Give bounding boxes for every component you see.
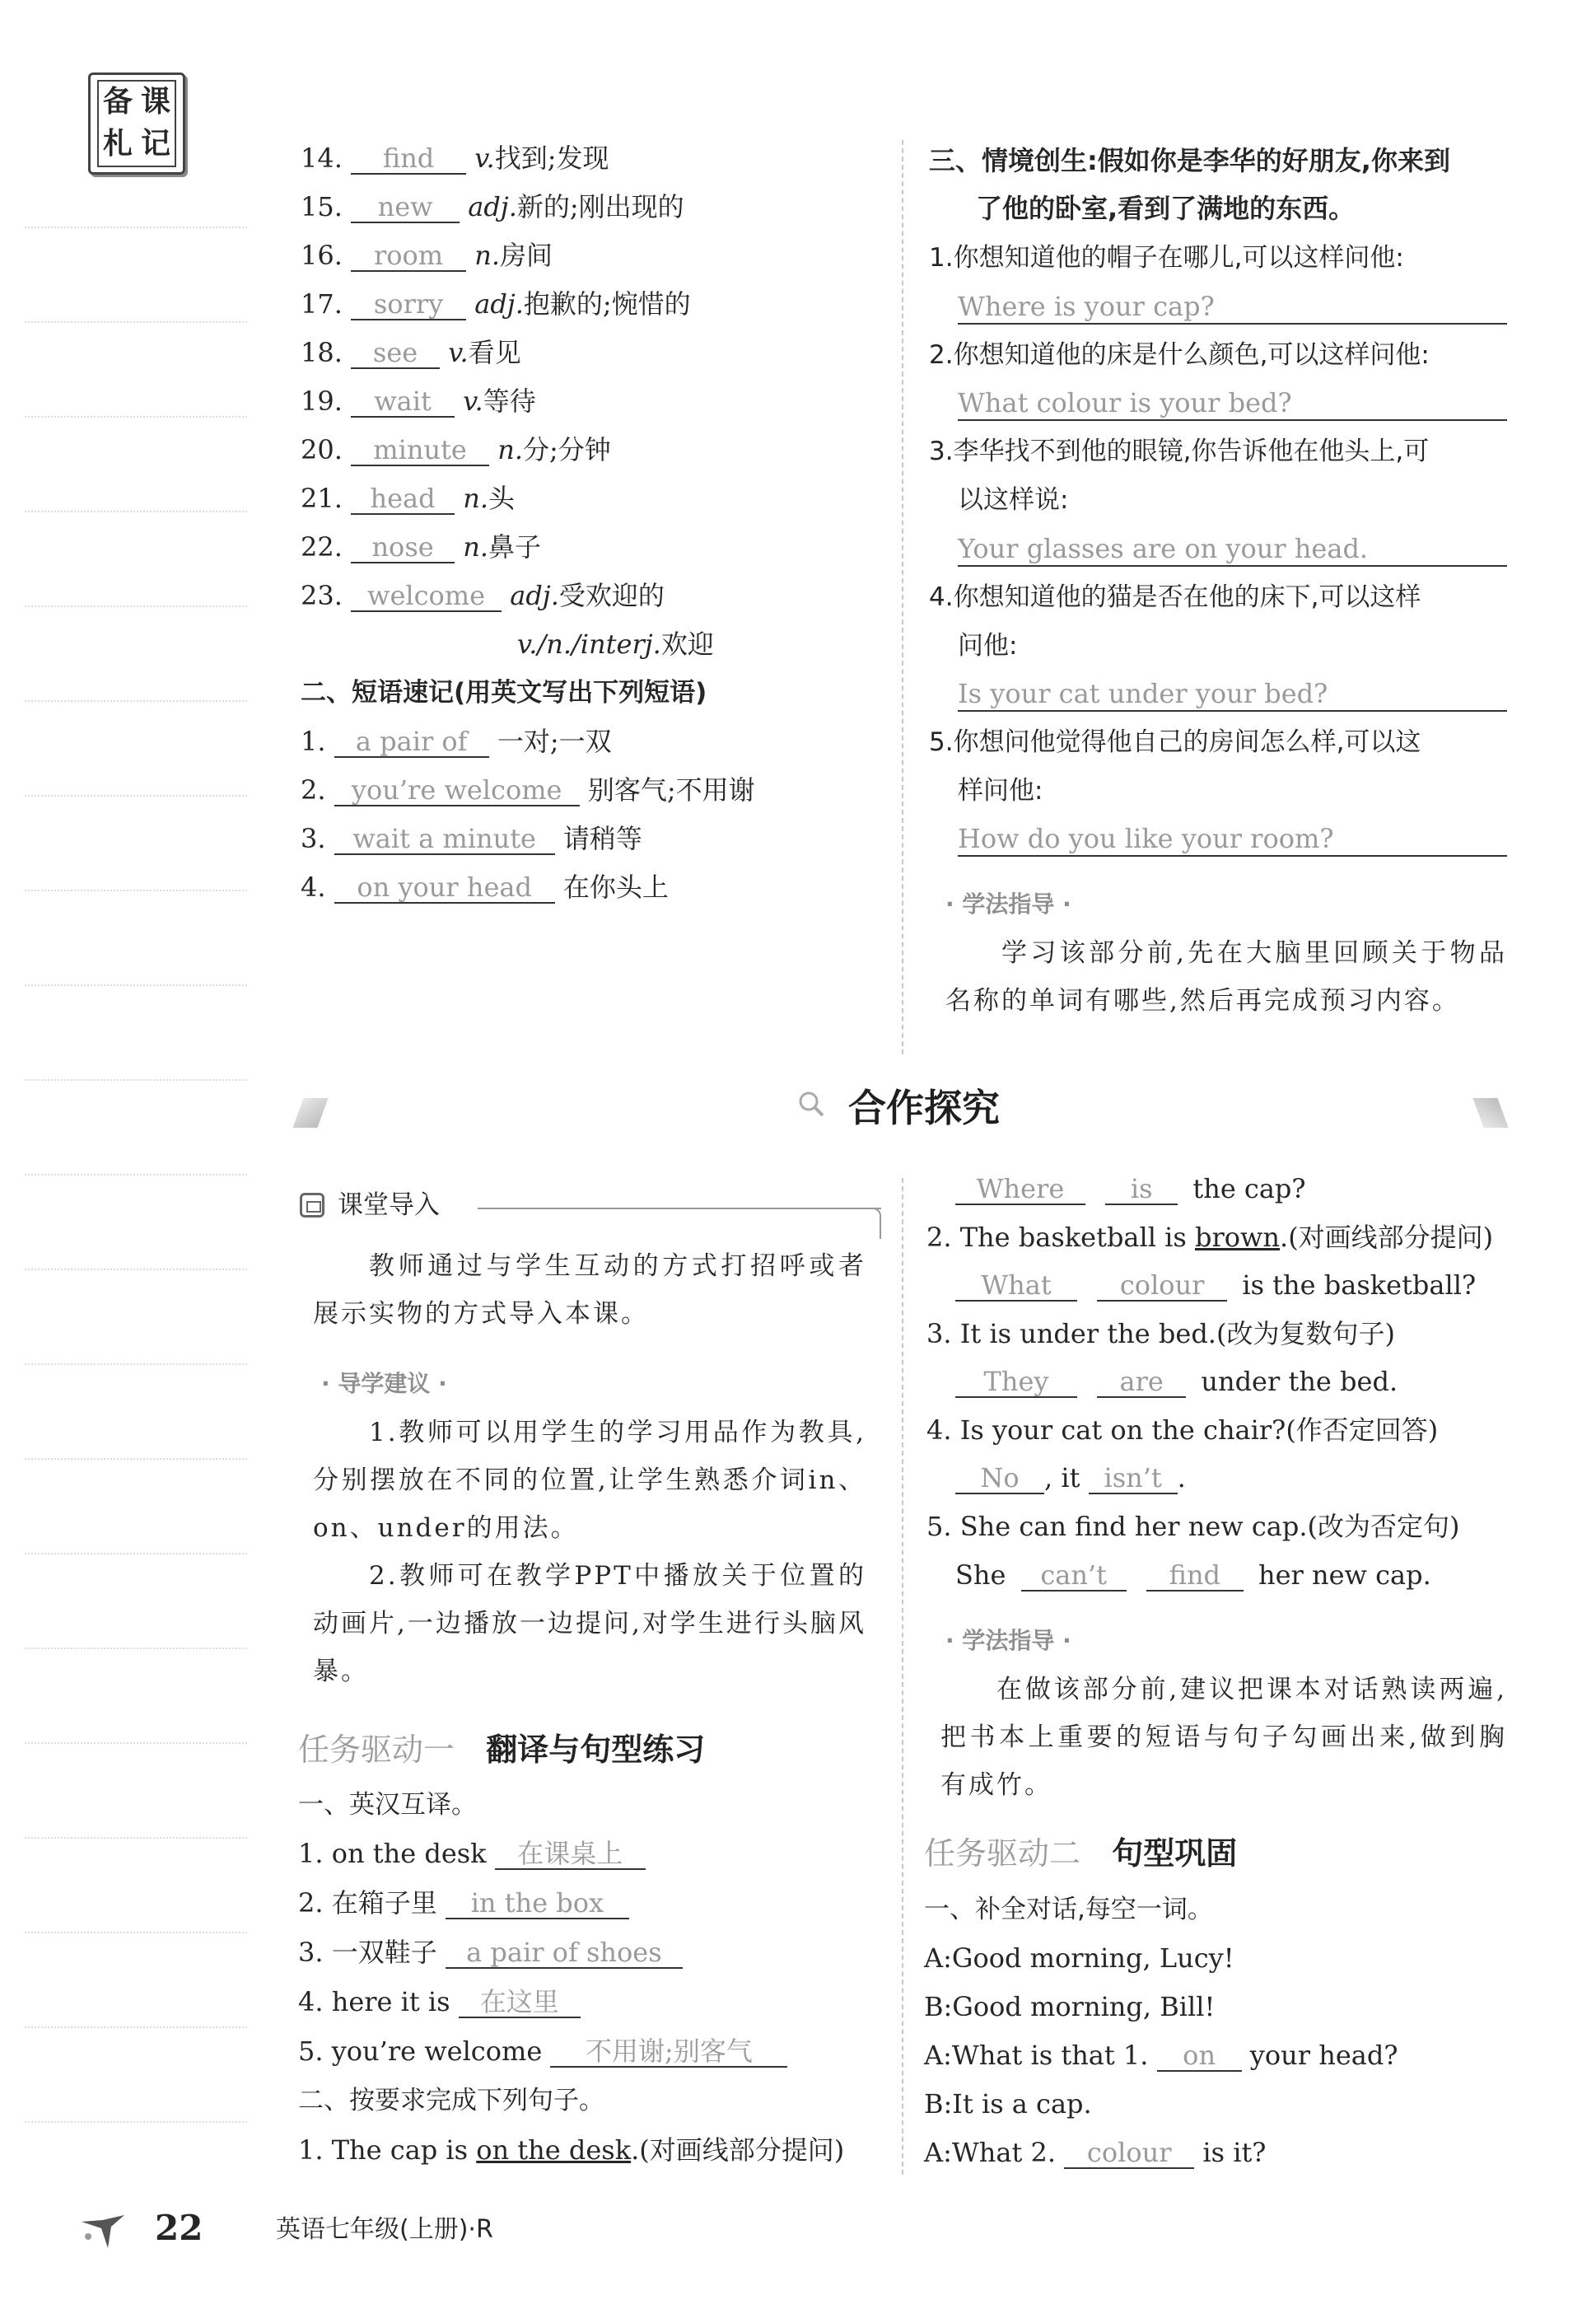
vocab-item: 15. new adj.新的;刚出现的 bbox=[301, 191, 684, 222]
answer-blank[interactable]: 在这里 bbox=[459, 1987, 581, 2018]
translation-item: 3. 一双鞋子 a pair of shoes bbox=[298, 1936, 683, 1969]
situation-question-cont: 以这样说: bbox=[958, 485, 1069, 515]
situation-heading-cont: 了他的卧室,看到了满地的东西。 bbox=[976, 193, 1356, 224]
phrases-heading: 二、短语速记(用英文写出下列短语) bbox=[301, 678, 707, 708]
answer-blank[interactable]: No bbox=[955, 1463, 1044, 1494]
section-title: 合作探究 bbox=[848, 1086, 1000, 1130]
phrase-item: 3. wait a minute 请稍等 bbox=[301, 823, 642, 854]
answer-blank[interactable]: a pair of shoes bbox=[446, 1937, 683, 1969]
answer-blank[interactable]: wait a minute bbox=[334, 824, 555, 855]
sentence-q2: 2. The basketball is brown.(对画线部分提问) bbox=[926, 1222, 1494, 1253]
intro-text: 教师通过与学生互动的方式打招呼或者展示实物的方式导入本课。 bbox=[313, 1251, 866, 1329]
vocab-item: 18. see v.看见 bbox=[301, 337, 521, 368]
situation-question: 3.李华找不到他的眼镜,你告诉他在他头上,可 bbox=[929, 437, 1430, 466]
intro-icon bbox=[300, 1193, 324, 1218]
answer-blank[interactable]: find bbox=[351, 143, 466, 175]
answer-blank[interactable]: 不用谢;别客气 bbox=[550, 2036, 787, 2068]
answer-blank[interactable]: They bbox=[955, 1367, 1077, 1398]
vocab-item: 21. head n.头 bbox=[301, 483, 516, 514]
sentence-answer-5: She can’t find her new cap. bbox=[955, 1559, 1431, 1591]
section-decor-right bbox=[1472, 1098, 1508, 1128]
phrase-item: 4. on your head 在你头上 bbox=[301, 872, 669, 903]
translation-item: 4. here it is 在这里 bbox=[298, 1985, 581, 2018]
answer-blank[interactable]: 在课桌上 bbox=[495, 1839, 646, 1870]
answer-blank[interactable]: wait bbox=[351, 386, 455, 418]
section-decor-left bbox=[292, 1098, 328, 1128]
situation-answer[interactable]: What colour is your bed? bbox=[958, 386, 1507, 421]
sentence-q4: 4. Is your cat on the chair?(作否定回答) bbox=[926, 1414, 1439, 1446]
vocab-item: 20. minute n.分;分钟 bbox=[301, 434, 611, 465]
answer-blank[interactable]: new bbox=[351, 192, 460, 223]
page-number: 22 bbox=[155, 2208, 203, 2248]
task1-title: 翻译与句型练习 bbox=[486, 1732, 706, 1768]
study-tip-text: 学习该部分前,先在大脑里回顾关于物品名称的单词有哪些,然后再完成预习内容。 bbox=[945, 938, 1507, 1016]
badge-char: 记 bbox=[140, 127, 170, 161]
guide-paragraph-1: 1.教师可以用学生的学习用品作为教具,分别摆放在不同的位置,让学生熟悉介词in、on、under的用法。 bbox=[313, 1418, 866, 1543]
situation-heading: 三、情境创生:假如你是李华的好朋友,你来到 bbox=[929, 145, 1450, 176]
answer-blank[interactable]: see bbox=[351, 338, 440, 369]
vocab-item: 23. welcome adj.受欢迎的 bbox=[301, 580, 665, 611]
answer-blank[interactable]: on your head bbox=[334, 872, 555, 904]
answer-blank[interactable]: colour bbox=[1064, 2138, 1194, 2169]
situation-question-cont: 样问他: bbox=[958, 776, 1043, 806]
answer-blank[interactable]: can’t bbox=[1021, 1560, 1127, 1592]
phrase-item: 2. you’re welcome 别客气;不用谢 bbox=[301, 774, 755, 806]
column-divider-bottom bbox=[902, 1178, 903, 2175]
answer-blank[interactable]: a pair of bbox=[334, 727, 489, 758]
answer-blank[interactable]: you’re welcome bbox=[334, 775, 580, 806]
dialog-line: A:What is that 1. on your head? bbox=[924, 2040, 1398, 2071]
vocab-item-extra: v./n./interj.欢迎 bbox=[517, 629, 714, 660]
guide-paragraph-2: 2.教师可在教学PPT中播放关于位置的动画片,一边播放一边提问,对学生进行头脑风暴。 bbox=[313, 1561, 866, 1686]
dialog-line: A:Good morning, Lucy! bbox=[924, 1942, 1234, 1974]
answer-blank[interactable]: find bbox=[1146, 1560, 1244, 1592]
vocab-item: 16. room n.房间 bbox=[301, 240, 553, 271]
dialog-line: B:Good morning, Bill! bbox=[924, 1991, 1216, 2022]
answer-blank[interactable]: is bbox=[1105, 1174, 1178, 1205]
dialog-line: A:What 2. colour is it? bbox=[924, 2137, 1267, 2168]
situation-answer[interactable]: How do you like your room? bbox=[958, 822, 1507, 857]
situation-answer[interactable]: Your glasses are on your head. bbox=[958, 532, 1507, 567]
task1-sub2: 二、按要求完成下列句子。 bbox=[298, 2086, 604, 2115]
translation-item: 1. on the desk 在课桌上 bbox=[298, 1837, 646, 1870]
answer-blank[interactable]: head bbox=[351, 484, 455, 515]
vocab-item: 17. sorry adj.抱歉的;惋惜的 bbox=[301, 288, 691, 320]
sentence-q3: 3. It is under the bed.(改为复数句子) bbox=[926, 1318, 1395, 1349]
answer-blank[interactable]: nose bbox=[351, 532, 455, 563]
vocab-item: 19. wait v.等待 bbox=[301, 386, 536, 417]
vocab-item: 22. nose n.鼻子 bbox=[301, 531, 542, 563]
situation-question-cont: 问他: bbox=[958, 631, 1018, 661]
task1-sub1: 一、英汉互译。 bbox=[298, 1790, 477, 1820]
task2-heading bbox=[924, 1830, 1237, 1878]
study-tip-label: · 学法指导 · bbox=[945, 890, 1071, 918]
badge-char: 札 bbox=[102, 127, 133, 161]
book-title: 英语七年级(上册)·R bbox=[276, 2215, 493, 2244]
situation-question: 2.你想知道他的床是什么颜色,可以这样问他: bbox=[929, 340, 1430, 370]
guide-label: · 导学建议 · bbox=[321, 1370, 447, 1397]
answer-blank[interactable]: colour bbox=[1097, 1270, 1227, 1302]
study-tip2-text: 在做该部分前,建议把课本对话熟读两遍,把书本上重要的短语与句子勾画出来,做到胸有成竹。 bbox=[940, 1675, 1507, 1800]
notes-badge bbox=[88, 72, 185, 175]
sentence-answer-4: No , it isn’t . bbox=[955, 1461, 1186, 1494]
intro-label: 课堂导入 bbox=[338, 1190, 440, 1220]
task2-label: 任务驱动二 bbox=[924, 1835, 1081, 1872]
situation-question: 1.你想知道他的帽子在哪儿,可以这样问他: bbox=[929, 243, 1404, 273]
phrase-item: 1. a pair of 一对;一双 bbox=[301, 726, 612, 757]
situation-answer[interactable]: Is your cat under your bed? bbox=[958, 677, 1507, 712]
dialog-line: B:It is a cap. bbox=[924, 2088, 1092, 2120]
answer-blank[interactable]: welcome bbox=[351, 581, 502, 612]
badge-char: 备 bbox=[102, 85, 133, 119]
magnifier-icon bbox=[797, 1090, 825, 1118]
task2-sub: 一、补全对话,每空一词。 bbox=[924, 1895, 1213, 1924]
situation-question: 4.你想知道他的猫是否在他的床下,可以这样 bbox=[929, 582, 1421, 612]
answer-blank[interactable]: isn’t bbox=[1089, 1463, 1178, 1494]
sentence-q5: 5. She can find her new cap.(改为否定句) bbox=[926, 1511, 1460, 1542]
task2-title: 句型巩固 bbox=[1112, 1835, 1238, 1872]
sentence-answer-3: They are under the bed. bbox=[955, 1365, 1398, 1398]
answer-blank[interactable]: Where bbox=[955, 1174, 1085, 1205]
sentence-answer-2: What colour is the basketball? bbox=[955, 1269, 1476, 1302]
sentence-q1: 1. The cap is on the desk.(对画线部分提问) bbox=[298, 2134, 845, 2166]
translation-item: 5. you’re welcome 不用谢;别客气 bbox=[298, 2035, 787, 2068]
study-tip2-label: · 学法指导 · bbox=[945, 1627, 1071, 1654]
intro-rule-end bbox=[873, 1208, 881, 1239]
answer-blank[interactable]: are bbox=[1097, 1367, 1186, 1398]
answer-blank[interactable]: sorry bbox=[351, 289, 466, 320]
answer-blank[interactable]: minute bbox=[351, 435, 489, 466]
situation-question: 5.你想问他觉得他自己的房间怎么样,可以这 bbox=[929, 727, 1421, 757]
task1-label: 任务驱动一 bbox=[298, 1732, 455, 1768]
vocab-item: 14. find v.找到;发现 bbox=[301, 143, 609, 174]
badge-char: 课 bbox=[140, 85, 170, 119]
intro-rule bbox=[478, 1208, 881, 1209]
answer-blank[interactable]: in the box bbox=[446, 1888, 629, 1919]
answer-blank[interactable]: What bbox=[955, 1270, 1077, 1302]
column-divider-top bbox=[902, 140, 903, 1054]
translation-item: 2. 在箱子里 in the box bbox=[298, 1886, 629, 1919]
answer-blank[interactable]: room bbox=[351, 241, 466, 272]
sentence-answer-1: Where is the cap? bbox=[955, 1172, 1306, 1205]
task1-heading bbox=[298, 1727, 705, 1774]
situation-answer[interactable]: Where is your cap? bbox=[958, 290, 1507, 325]
footer-decor-icon bbox=[78, 2212, 128, 2253]
answer-blank[interactable]: on bbox=[1157, 2040, 1242, 2072]
